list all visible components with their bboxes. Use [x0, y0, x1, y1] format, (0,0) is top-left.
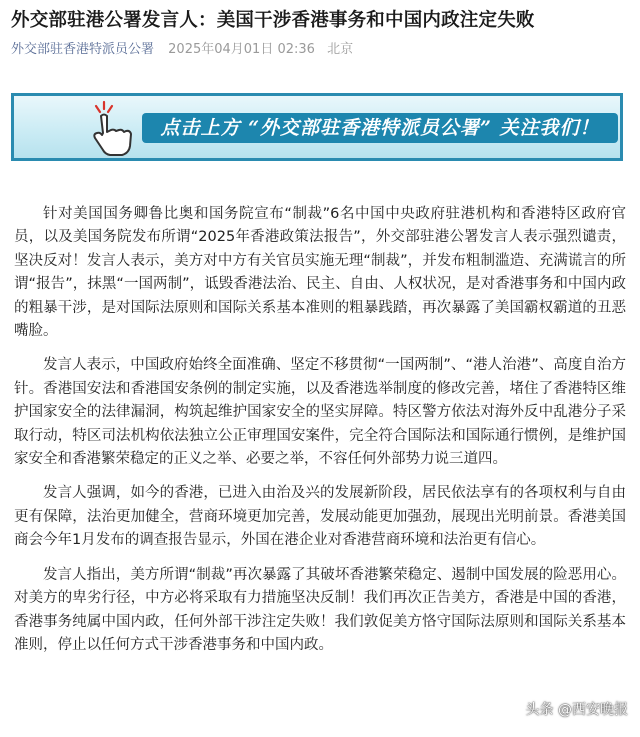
publish-date: 2025年04月01日 02:36 — [168, 42, 315, 57]
follow-banner[interactable] — [11, 93, 623, 161]
pointing-hand-icon — [82, 100, 134, 156]
publish-location: 北京 — [327, 42, 354, 57]
paragraph-2: 发言人表示，中国政府始终全面准确、坚定不移贯彻“一国两制”、“港人治港”、高度自治方针。香港国安法和香港国安条例的制定实施，以及香港选举制度的修改完善，堵住了香港特区维护国家安全的法律漏洞，构筑起维护国家安全的坚实屏障。特区警方依法对海外反中乱港分子采取行动，特区司法机构依法独立公正审理国安案件，完全符合国际法和国际通行惯例，是维护国家安全和香港繁荣稳定的正义之举、必要之举，不容任何外部势力说三道四。 — [14, 357, 626, 468]
source-watermark: 头条 @西安晚报 — [525, 702, 628, 718]
banner-slogan: 点击上方 “外交部驻香港特派员公署” 关注我们！ — [142, 113, 618, 143]
account-name-link[interactable]: 外交部驻香港特派员公署 — [11, 42, 155, 57]
article-body — [14, 203, 626, 668]
article-meta — [11, 41, 353, 59]
article-title: 外交部驻港公署发言人：美国干涉香港事务和中国内政注定失败 — [11, 10, 535, 31]
paragraph-1: 针对美国国务卿鲁比奥和国务院宣布“制裁”6名中国中央政府驻港机构和香港特区政府官员，以及美国务院发布所谓“2025年香港政策法报告”，外交部驻港公署发言人表示强烈谴责，坚决反对！发言人表示，美方对中方有关官员实施无理“制裁”，并发布粗制滥造、充满谎言的所谓“报告”，抹黑“一国两制”，诋毁香港法治、民主、自由、人权状况，是对香港事务和中国内政的粗暴干涉，是对国际法原则和国际关系基本准则的粗暴践踏，再次暴露了美国霸权霸道的丑恶嘴脸。 — [14, 206, 626, 340]
paragraph-3: 发言人强调，如今的香港，已进入由治及兴的发展新阶段，居民依法享有的各项权利与自由更有保障，法治更加健全，营商环境更加完善，发展动能更加强劲，展现出光明前景。香港美国商会今年1月发布的调查报告显示，外国在港企业对香港营商环境和法治更有信心。 — [14, 485, 626, 549]
paragraph-4: 发言人指出，美方所谓“制裁”再次暴露了其破坏香港繁荣稳定、遏制中国发展的险恶用心。对美方的卑劣行径，中方必将采取有力措施坚决反制！我们再次正告美方，香港是中国的香港，香港事务纯属中国内政，任何外部干涉注定失败！我们敦促美方恪守国际法原则和国际关系基本准则，停止以任何方式干涉香港事务和中国内政。 — [14, 566, 626, 653]
